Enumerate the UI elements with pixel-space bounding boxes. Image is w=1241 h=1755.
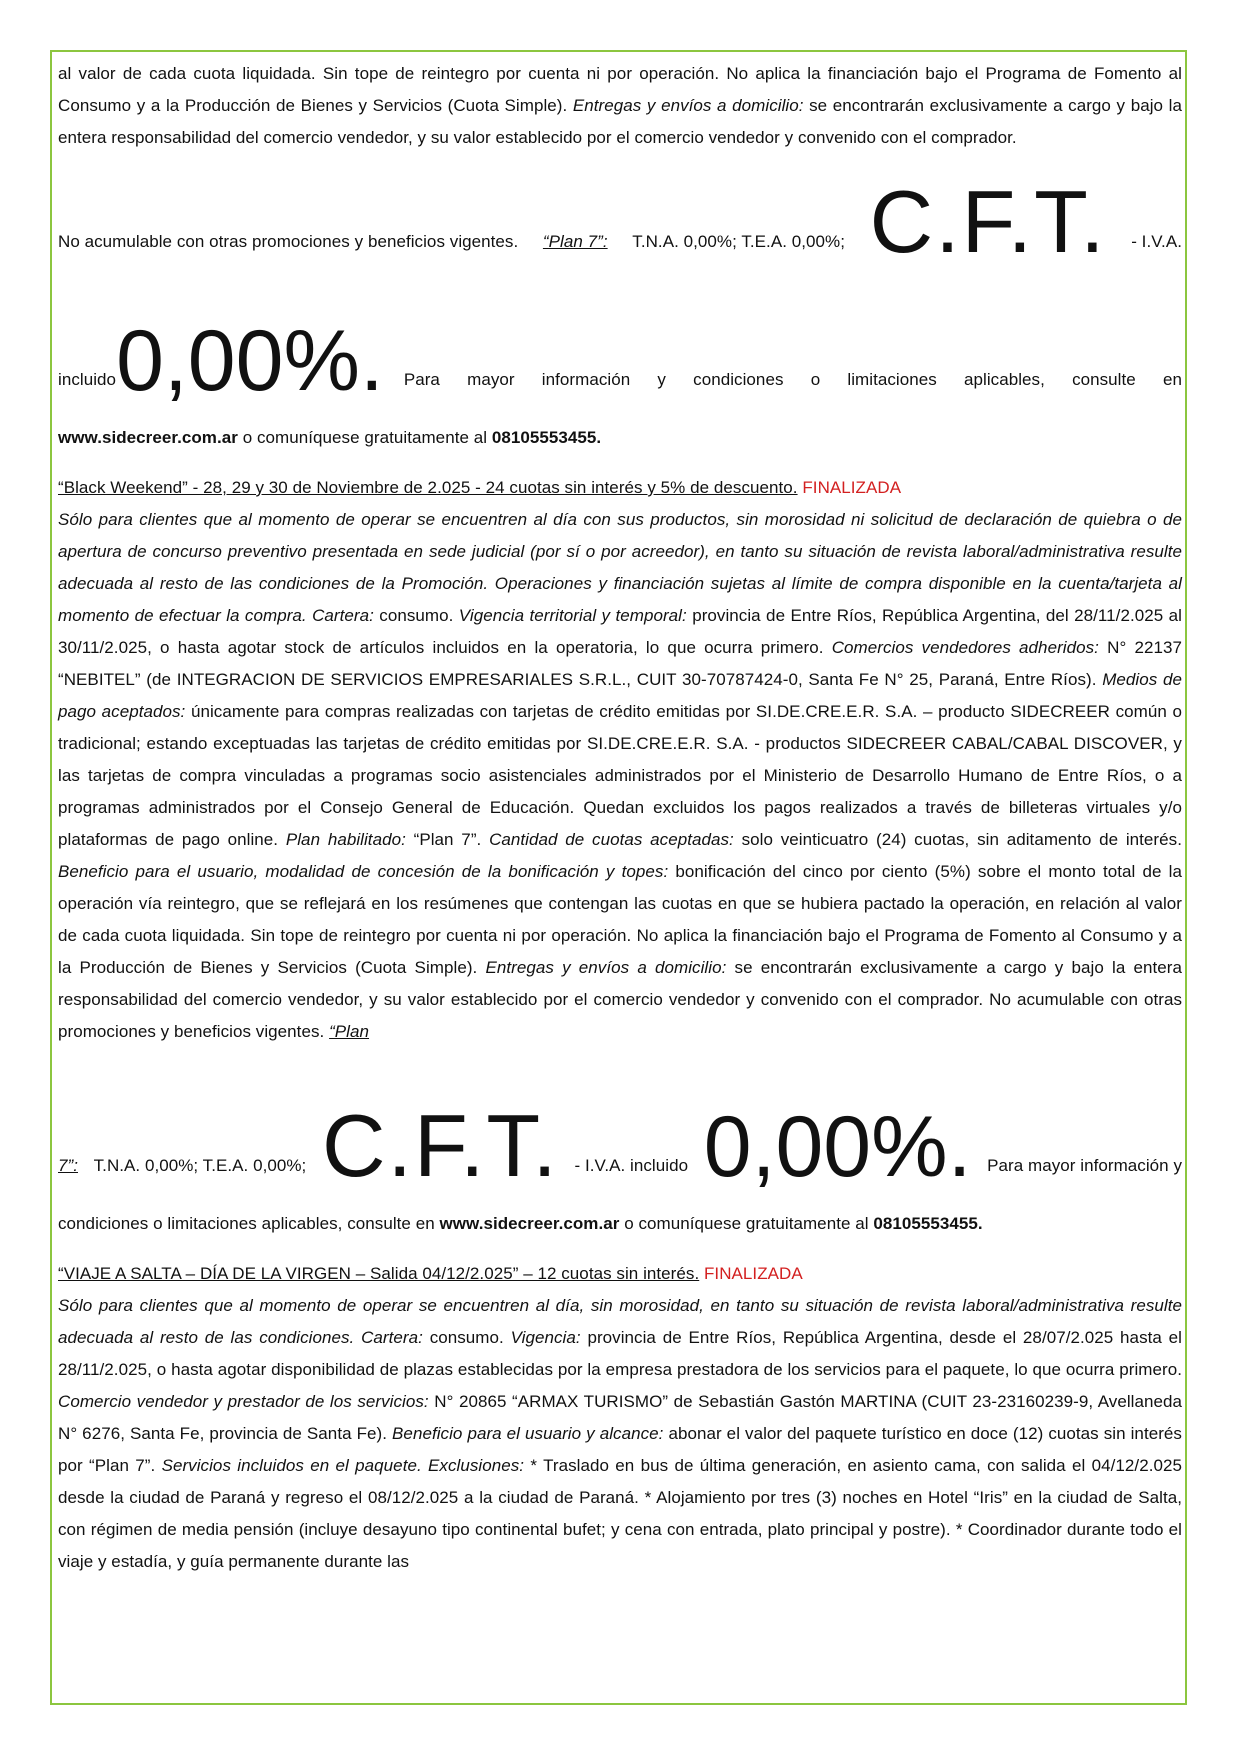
text: bonificación del cinco por ciento (5%) sobre el monto total de la operación vía reintegro, que se reflejará en los resúmenes que contengan las cuotas en que se hubiera pactado la operación, en relación al valor de cada cuota liquidada. Sin tope de reintegro por cuenta ni por operación. No aplica la financiación bajo el Programa de Fomento al Consumo y a la Producción de Bienes y Servicios (Cuota Simple). — [58, 862, 1182, 977]
label-italic: Cantidad de cuotas aceptadas: — [489, 830, 734, 849]
rates-text: T.N.A. 0,00%; T.E.A. 0,00%; — [632, 232, 845, 251]
text: No acumulable con otras promociones y beneficios vigentes. — [58, 232, 519, 251]
text: N° 20865 “ARMAX TURISMO” de Sebastián Gastón MARTINA (CUIT 23-23160239-9, Avellaneda N° 6276, Santa Fe, provincia de Santa Fe). — [58, 1392, 1183, 1443]
text: incluido — [58, 370, 117, 389]
label-italic: Servicios incluidos en el paquete. Exclusiones: — [161, 1456, 525, 1475]
text: provincia de Entre Ríos, República Argentina, desde el 28/07/2.025 hasta el 28/11/2.025, o hasta agotar disponibilidad de plazas establecidas por la empresa prestadora de los servicios para el paquete, lo que ocurra primero. — [58, 1328, 1182, 1379]
rates-text: T.N.A. 0,00%; T.E.A. 0,00%; — [93, 1156, 307, 1175]
text: - I.V.A. incluido — [574, 1156, 689, 1175]
cft-line — [58, 154, 1182, 271]
plan-label: 7”: — [58, 1156, 78, 1175]
label-italic: Vigencia: — [510, 1328, 581, 1347]
text: consumo. — [379, 606, 454, 625]
cft-value-large: 0,00%. — [703, 1099, 972, 1195]
text: o comuníquese gratuitamente al — [242, 428, 488, 447]
cft-line — [58, 1048, 1182, 1195]
label-italic: Beneficio para el usuario, modalidad de concesión de la bonificación y topes: — [58, 862, 669, 881]
text: únicamente para compras realizadas con tarjetas de crédito emitidas por SI.DE.CRE.E.R. S.A. – producto SIDECREER común o tradicional; estando exceptuadas las tarjetas de crédito emitidas por SI.DE.CRE.E.R. S.A. - productos SIDECREER CABAL/CABAL DISCOVER, y las tarjetas de compra vinculadas a programas socio asistenciales administrados por el Ministerio de Desarrollo Humano de Entre Ríos, o a programas administrados por el Consejo General de Educación. Quedan excluidos los pagos realizados a través de billeteras virtuales y/o plataformas de pago online. — [58, 702, 1182, 849]
text: solo veinticuatro (24) cuotas, sin aditamento de interés. — [741, 830, 1182, 849]
section-continuation — [58, 58, 1182, 454]
text: condiciones o limitaciones aplicables, consulte en — [58, 1214, 435, 1233]
text: - I.V.A. — [1131, 232, 1182, 251]
plan-label: “Plan — [329, 1022, 370, 1041]
label-italic: Beneficio para el usuario y alcance: — [392, 1424, 664, 1443]
contact-line — [58, 422, 1182, 454]
text: al Consumo y a la Producción de Bienes y Servicios (Cuota Simple). — [58, 64, 1182, 115]
text: consumo. — [429, 1328, 504, 1347]
text: y bajo la entera responsabilidad del comercio vendedor, y su valor establecido por el comercio vendedor y convenido con el comprador. — [58, 96, 1182, 147]
status-badge: FINALIZADA — [704, 1264, 803, 1283]
text: se encontrarán exclusivamente a cargo y bajo la entera responsabilidad del comercio vendedor, y su valor establecido por el comercio vendedor y convenido con el comprador. No acumulable con otras promociones y beneficios vigentes. — [58, 958, 1182, 1041]
label-italic: Plan habilitado: — [285, 830, 406, 849]
document-body — [58, 58, 1182, 1578]
cft-large-text: C.F.T. — [869, 172, 1107, 271]
text-italic: Sólo para clientes que al momento de operar se encuentren al día, sin morosidad, en tanto su situación de revista laboral/administrativa resulte adecuada al resto de las condiciones. Cartera: — [58, 1296, 1182, 1347]
paragraph — [58, 1290, 1182, 1578]
label-italic: Entregas y envíos a domicilio: — [485, 958, 727, 977]
text: se encontrarán exclusivamente a cargo — [809, 96, 1111, 115]
section-viaje-salta — [58, 1258, 1182, 1578]
section-title: “VIAJE A SALTA – DÍA DE LA VIRGEN – Salida 04/12/2.025” – 12 cuotas sin interés. — [58, 1264, 700, 1283]
text: N° 22137 “NEBITEL” (de INTEGRACION DE SERVICIOS EMPRESARIALES S.R.L., CUIT 30-70787424-0, Santa Fe N° 25, Paraná, Entre Ríos). — [58, 638, 1182, 689]
text: provincia de Entre Ríos, República Argentina, del 28/11/2.025 al 30/11/2.025, o hasta agotar stock de artículos incluidos en la operatoria, lo que ocurra primero. — [58, 606, 1182, 657]
text: abonar el valor del paquete turístico en doce (12) cuotas sin interés por “Plan 7”. — [58, 1424, 1182, 1475]
section-title-line — [58, 1258, 1182, 1290]
text-italic: Sólo para clientes que al momento de operar se encuentren al día con sus productos, sin morosidad ni solicitud de declaración de quiebra o de apertura de concurso preventivo presentada en sede judicial (por sí o por acreedor), en tanto su situación de revista laboral/administrativa resulte adecuada al resto de las condiciones de la Promoción. Operaciones y financiación sujetas al límite de compra disponible en la cuenta/tarjeta al momento de efectuar la compra. Cartera: — [58, 510, 1182, 625]
text: “Plan 7”. — [413, 830, 482, 849]
status-badge: FINALIZADA — [802, 478, 902, 497]
label-italic: Comercios vendedores adheridos: — [831, 638, 1099, 657]
paragraph — [58, 504, 1182, 1048]
text: o comuníquese gratuitamente al — [624, 1214, 869, 1233]
section-title-line — [58, 472, 1182, 504]
text: al valor de cada cuota liquidada. Sin tope de reintegro por cuenta ni por operación. No aplica la financiación bajo el Programa de Fomento — [58, 64, 1162, 83]
label-italic: Vigencia territorial y temporal: — [458, 606, 687, 625]
plan-label: “Plan 7”: — [542, 232, 608, 251]
website-link[interactable]: www.sidecreer.com.ar — [439, 1214, 620, 1233]
website-link[interactable]: www.sidecreer.com.ar — [58, 428, 238, 447]
cft-value-line — [58, 266, 1182, 409]
label-italic: Entregas y envíos a domicilio: — [572, 96, 804, 115]
section-title: “Black Weekend” - 28, 29 y 30 de Noviembre de 2.025 - 24 cuotas sin interés y 5% de descuento. — [58, 478, 798, 497]
label-italic: Comercio vendedor y prestador de los servicios: — [58, 1392, 429, 1411]
contact-line — [58, 1208, 1182, 1240]
label-italic: Medios de pago aceptados: — [58, 670, 1182, 721]
text: Para mayor información y — [987, 1156, 1182, 1175]
text: Para mayor información y condiciones o limitaciones aplicables, consulte en — [403, 370, 1182, 389]
phone-number: 08105553455. — [873, 1214, 983, 1233]
section-black-weekend — [58, 472, 1182, 1240]
text: * Traslado en bus de última generación, en asiento cama, con salida el 04/12/2.025 desde la ciudad de Paraná y regreso el 08/12/2.025 a la ciudad de Paraná. * Alojamiento por tres (3) noches en Hotel “Iris” en la ciudad de Salta, con régimen de media pensión (incluye desayuno tipo continental bufet; y cena con entrada, plato principal y postre). * Coordinador durante todo el viaje y estadía, y guía permanente durante las — [58, 1456, 1182, 1571]
cft-value-large: 0,00%. — [116, 313, 384, 409]
paragraph — [58, 58, 1182, 154]
cft-large-text: C.F.T. — [321, 1096, 559, 1195]
phone-number: 08105553455. — [491, 428, 602, 447]
